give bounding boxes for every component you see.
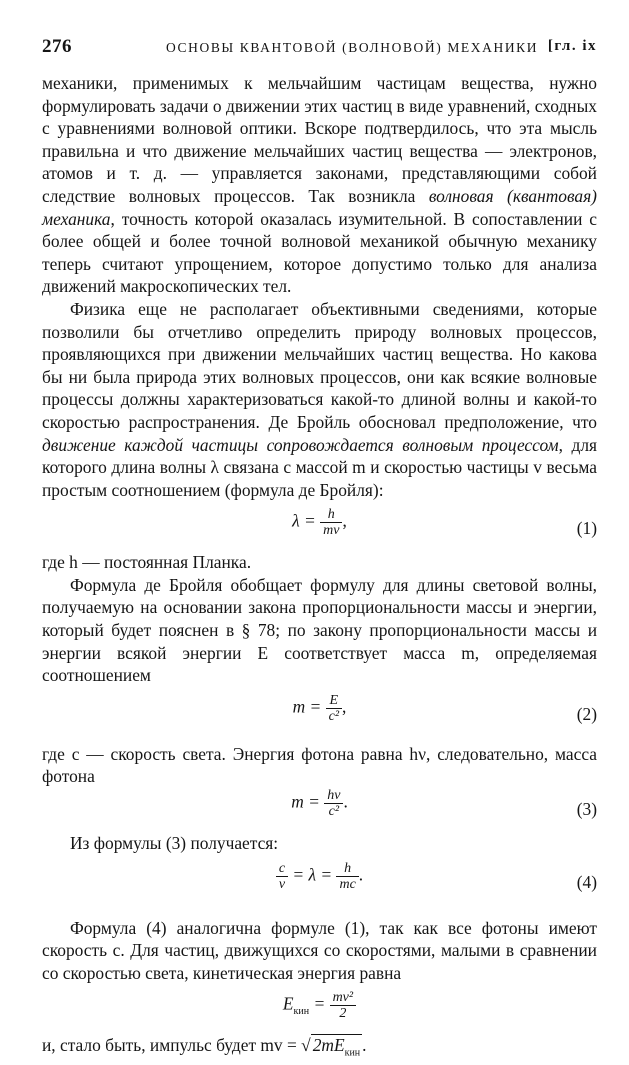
formula-2-denominator: c² [328,708,340,724]
page-number: 276 [42,36,72,57]
formula-2-numerator: E [326,693,342,709]
formula-2-fraction [326,693,342,724]
paragraph-4: Формула де Бройля обобщает формулу для длины световой волны, получаемую на основании закона пропорциональности массы и энергии, который будет пояснен в § 78; по закону пропорциональности массы и энергии всякой энергии E соответствует масса m, определяемая соотношением [42,574,597,686]
formula-4-denominator: mc [339,876,356,892]
chapter-label: [гл. ix [547,38,597,54]
paragraph-8: и, стало быть, импульс будет mv = √ $2mE_{кин}$ . [42,1034,597,1065]
formula-2-number: (2) [576,703,597,724]
formula-5-lhs-subscript: кин [293,1006,310,1018]
paragraph-5: где c — скорость света. Энергия фотона равна hν, следовательно, масса фотона [42,743,597,787]
emphasis-particle-wave: движение каждой частицы сопровождается волновым процессом [42,434,559,455]
formula-4: $\frac{c}{\nu}$ = λ = $\frac{h}{mc}$ . (4) [42,861,597,905]
formula-4-numerator: h [336,861,358,877]
formula-2-lhs: m = [292,696,322,717]
formula-1-numerator: h [320,507,342,523]
formula-5 [42,990,597,1034]
sqrt-expression: √ $2mE_{кин}$ [301,1035,361,1059]
formula-5-numerator: mv² [330,990,357,1006]
running-title: ОСНОВЫ КВАНТОВОЙ (ВОЛНОВОЙ) МЕХАНИКИ [166,40,539,55]
formula-3-denominator: c² [328,804,340,820]
page-body [42,72,597,1065]
formula-5-eq: = [313,993,326,1014]
formula-5-denominator: 2 [339,1006,347,1022]
formula-2: m = $\frac{E}{\text{c²}}$ , (2) [292,692,597,724]
formula-5-fraction [330,990,357,1021]
formula-1-lhs: λ = [292,510,316,531]
formula-3-numerator: hν [324,788,343,804]
paragraph-1: механики, применимых к мельчайшим частицам вещества, нужно формулировать задачи о движении этих частиц в виде уравнений, сходных с уравнениями волновой оптики. Вскоре подтвердилось, что эта мысль правильна и что движение мельчайших частиц вещества — электронов, атомов и т. д. — управляется законами, представляющими собой следствие волновых процессов. Так возникла волновая (квантовая) механика, точность которой оказалась изумительной. В сопоставлении с более общей и более точной волновой механикой обычную механику теперь считают упрощением, которое допустимо только для анализа движений макроскопических тел. [42,73,597,297]
formula-1-number: (1) [576,518,597,539]
formula-4-lhs-fraction [276,861,288,892]
emphasis-wave-mechanics: волновая (квантовая) механика [42,185,597,229]
formula-4-mid: = λ = [292,864,333,885]
paragraph-6: Из формулы (3) получается: [70,833,279,854]
formula-3-fraction [324,788,343,819]
formula-4-lhs-numerator: c [276,861,288,877]
formula-5-lhs: E [282,993,294,1014]
paragraph-3: где h — постоянная Планка. [42,552,252,573]
formula-4-lhs-denominator: ν [278,876,286,892]
formula-4-number: (4) [576,871,597,892]
formula-1-denominator: mv [323,523,340,539]
formula-1: λ = $\frac{h}{mv}$ , (1) [292,507,597,539]
formula-3-lhs: m = [291,791,320,812]
paragraph-7: Формула (4) аналогична формуле (1), так как все фотоны имеют скорость c. Для частиц, движущихся со скоростями, малыми в сравнении со скоростью света, кинетическая энергия равна [42,917,597,983]
formula-3-number: (3) [576,799,597,820]
formula-4-fraction [336,861,358,892]
page-header [42,36,597,58]
formula-3: m = $\frac{h\nu}{\text{c²}}$ . (3) [291,788,597,820]
formula-1-fraction [320,507,342,538]
paragraph-2: Физика еще не располагает объективными сведениями, которые позволили бы отчетливо определить природу волновых процессов, проявляющихся при движении мельчайших частиц вещества. Но какова бы ни была природа этих волновых процессов, они как всякие волновые процессы должны характеризоваться какой-то длиной волны и какой-то скоростью распространения. Де Бройль обосновал предположение, что движение каждой частицы сопровождается волновым процессом, для которого длина волны λ связана с массой m и скоростью частицы v весьма простым соотношением (формула де Бройля): [42,298,597,500]
